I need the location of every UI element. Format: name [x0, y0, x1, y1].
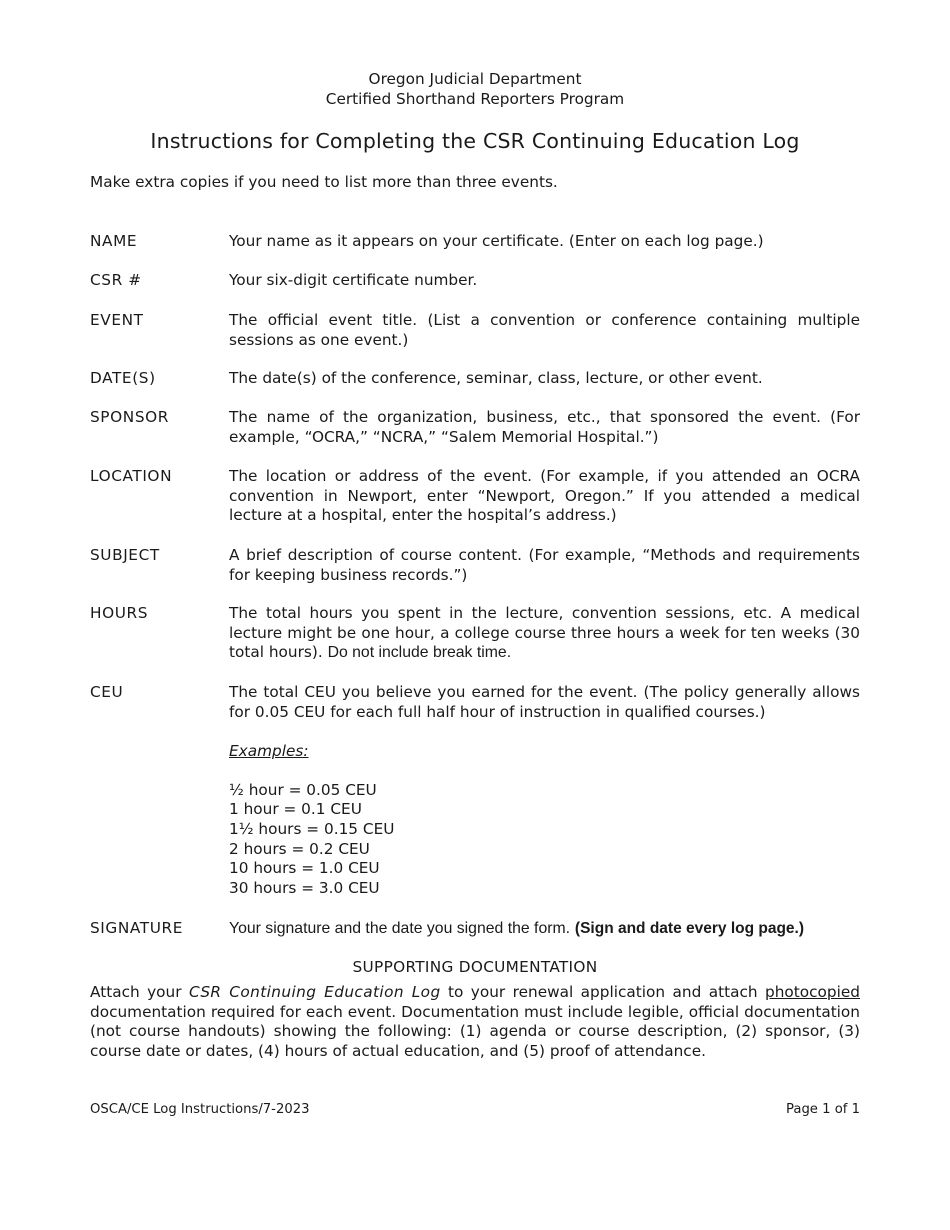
supporting-heading: SUPPORTING DOCUMENTATION	[352, 958, 598, 976]
field-label-ceu: CEU	[90, 683, 124, 701]
program-name: Certified Shorthand Reporters Program	[325, 89, 625, 108]
field-desc-ceu	[229, 683, 860, 898]
field-desc-event: The official event title. (List a convention or conference containing multiple sessions as one event.)	[229, 311, 860, 349]
intro-text: Make extra copies if you need to list more than three events.	[90, 173, 558, 191]
signature-text: Your signature and the date you signed the form.	[229, 920, 571, 937]
field-desc-signature	[229, 919, 860, 939]
field-label-signature: SIGNATURE	[90, 919, 184, 937]
example-item: 1 hour = 0.1 CEU	[229, 800, 362, 819]
field-desc-sponsor: The name of the organization, business, etc., that sponsored the event. (For example, “OCRA,” “NCRA,” “Salem Memorial Hospital.”)	[229, 408, 860, 446]
footer-form-id: OSCA/CE Log Instructions/7-2023	[90, 1102, 310, 1117]
document-page	[90, 0, 860, 1230]
department-name: Oregon Judicial Department	[368, 70, 582, 88]
hours-text: The total hours you spent in the lecture, convention sessions, etc. A medical lecture might be one hour, a college course three hours a week for ten weeks (30 total hours).	[229, 604, 860, 662]
photocopied-text: photocopied	[765, 983, 860, 1001]
field-desc-dates: The date(s) of the conference, seminar, class, lecture, or other event.	[229, 369, 763, 387]
supporting-part3: documentation required for each event. Documentation must include legible, official documentation (not course handouts) showing the following: (1) agenda or course description, (2) sponsor, (3) course date or dates, (4) hours of actual education, and (5) proof of attendance.	[90, 1002, 860, 1060]
field-desc-csr: Your six-digit certificate number.	[229, 271, 478, 289]
field-label-hours: HOURS	[90, 604, 149, 622]
example-item: 2 hours = 0.2 CEU	[229, 839, 370, 858]
signature-note: (Sign and date every log page.)	[574, 920, 805, 937]
footer-page-number: Page 1 of 1	[786, 1102, 860, 1117]
example-item: 10 hours = 1.0 CEU	[229, 859, 380, 878]
supporting-part1: Attach your	[90, 983, 189, 1001]
document-header	[90, 70, 860, 109]
field-label-location: LOCATION	[90, 467, 173, 485]
example-item: ½ hour = 0.05 CEU	[229, 780, 377, 799]
supporting-part2: to your renewal application and attach	[440, 983, 766, 1001]
field-desc-location: The location or address of the event. (For example, if you attended an OCRA convention in Newport, enter “Newport, Oregon.” If you attended a medical lecture at a hospital, enter the hospital’s address.)	[229, 467, 860, 525]
example-item: 1½ hours = 0.15 CEU	[229, 819, 395, 838]
field-label-csr: CSR #	[90, 271, 142, 289]
examples-heading: Examples:	[229, 742, 309, 761]
page-title: Instructions for Completing the CSR Continuing Education Log	[150, 129, 800, 153]
field-label-sponsor: SPONSOR	[90, 408, 169, 426]
field-desc-hours	[229, 604, 860, 663]
field-label-dates: DATE(S)	[90, 369, 156, 387]
example-item: 30 hours = 3.0 CEU	[229, 878, 380, 897]
ceu-text: The total CEU you believe you earned for the event. (The policy generally allows for 0.05 CEU for each full half hour of instruction in qualified courses.)	[229, 683, 860, 721]
supporting-paragraph	[90, 983, 860, 1061]
hours-note: Do not include break time.	[327, 644, 512, 662]
log-name: CSR Continuing Education Log	[188, 983, 441, 1001]
field-label-event: EVENT	[90, 311, 144, 329]
examples-list	[229, 781, 860, 899]
field-label-name: NAME	[90, 232, 138, 250]
field-desc-subject: A brief description of course content. (For example, “Methods and requirements for keeping business records.”)	[229, 546, 860, 584]
field-desc-name: Your name as it appears on your certificate. (Enter on each log page.)	[229, 232, 764, 250]
field-label-subject: SUBJECT	[90, 546, 160, 564]
